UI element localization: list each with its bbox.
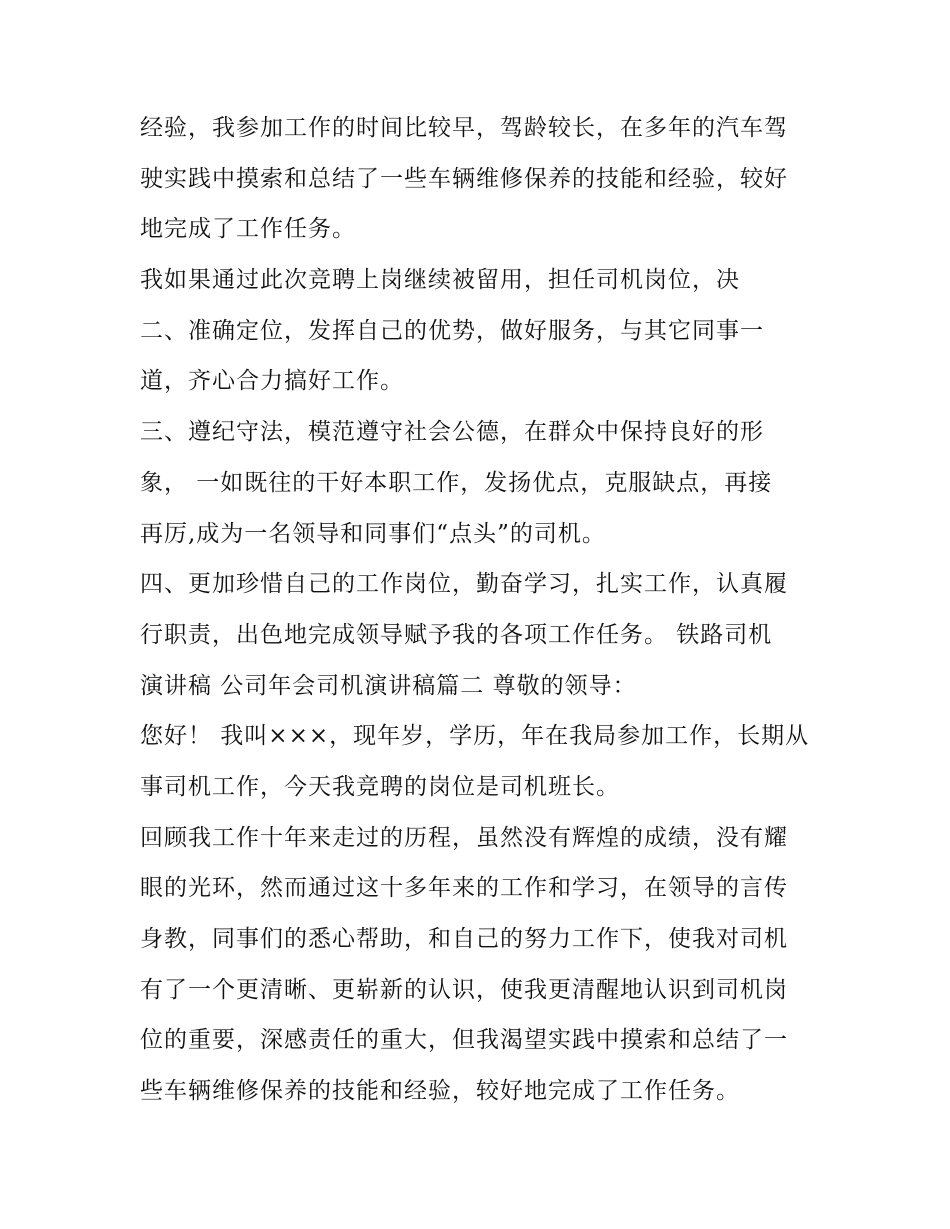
text-line: 二、准确定位，发挥自己的优势，做好服务，与其它同事一 [140,317,764,344]
text-line: 事司机工作，今天我竞聘的岗位是司机班长。 [140,773,620,800]
text-line: 驶实践中摸索和总结了一些车辆维修保养的技能和经验，较好 [140,165,788,192]
text-line: 经验，我参加工作的时间比较早，驾龄较长，在多年的汽车驾 [140,115,788,141]
text-line: 再厉,成为一名领导和同事们“点头”的司机。 [140,520,606,547]
text-line: 三、遵纪守法，模范遵守社会公德，在群众中保持良好的形 [140,419,764,446]
text-line: 演讲稿 公司年会司机演讲稿篇二 尊敬的领导： [140,672,637,699]
text-line: 象， 一如既往的干好本职工作，发扬优点，克服缺点，再接 [140,469,773,496]
text-line: 些车辆维修保养的技能和经验，较好地完成了工作任务。 [140,1078,740,1105]
text-line: 四、更加珍惜自己的工作岗位，勤奋学习，扎实工作，认真履 [140,571,788,598]
text-line: 位的重要，深感责任的重大，但我渴望实践中摸索和总结了一 [140,1027,788,1054]
text-line: 地完成了工作任务。 [140,216,356,243]
text-line: 行职责，出色地完成领导赋予我的各项工作任务。 铁路司机 [140,621,773,648]
text-line: 身教，同事们的悉心帮助，和自己的努力工作下，使我对司机 [140,926,788,952]
body-text [140,103,830,1117]
text-line: 我如果通过此次竞聘上岗继续被留用，担任司机岗位，决 [140,267,740,294]
text-line: 您好！ 我叫×××，现年岁，学历，年在我局参加工作，长期从 [140,723,810,750]
text-line: 回顾我工作十年来走过的历程，虽然没有辉煌的成绩，没有耀 [140,824,788,851]
text-line: 眼的光环，然而通过这十多年来的工作和学习，在领导的言传 [140,875,788,902]
text-line: 道，齐心合力搞好工作。 [140,368,404,395]
text-line: 有了一个更清晰、更崭新的认识，使我更清醒地认识到司机岗 [140,976,788,1003]
